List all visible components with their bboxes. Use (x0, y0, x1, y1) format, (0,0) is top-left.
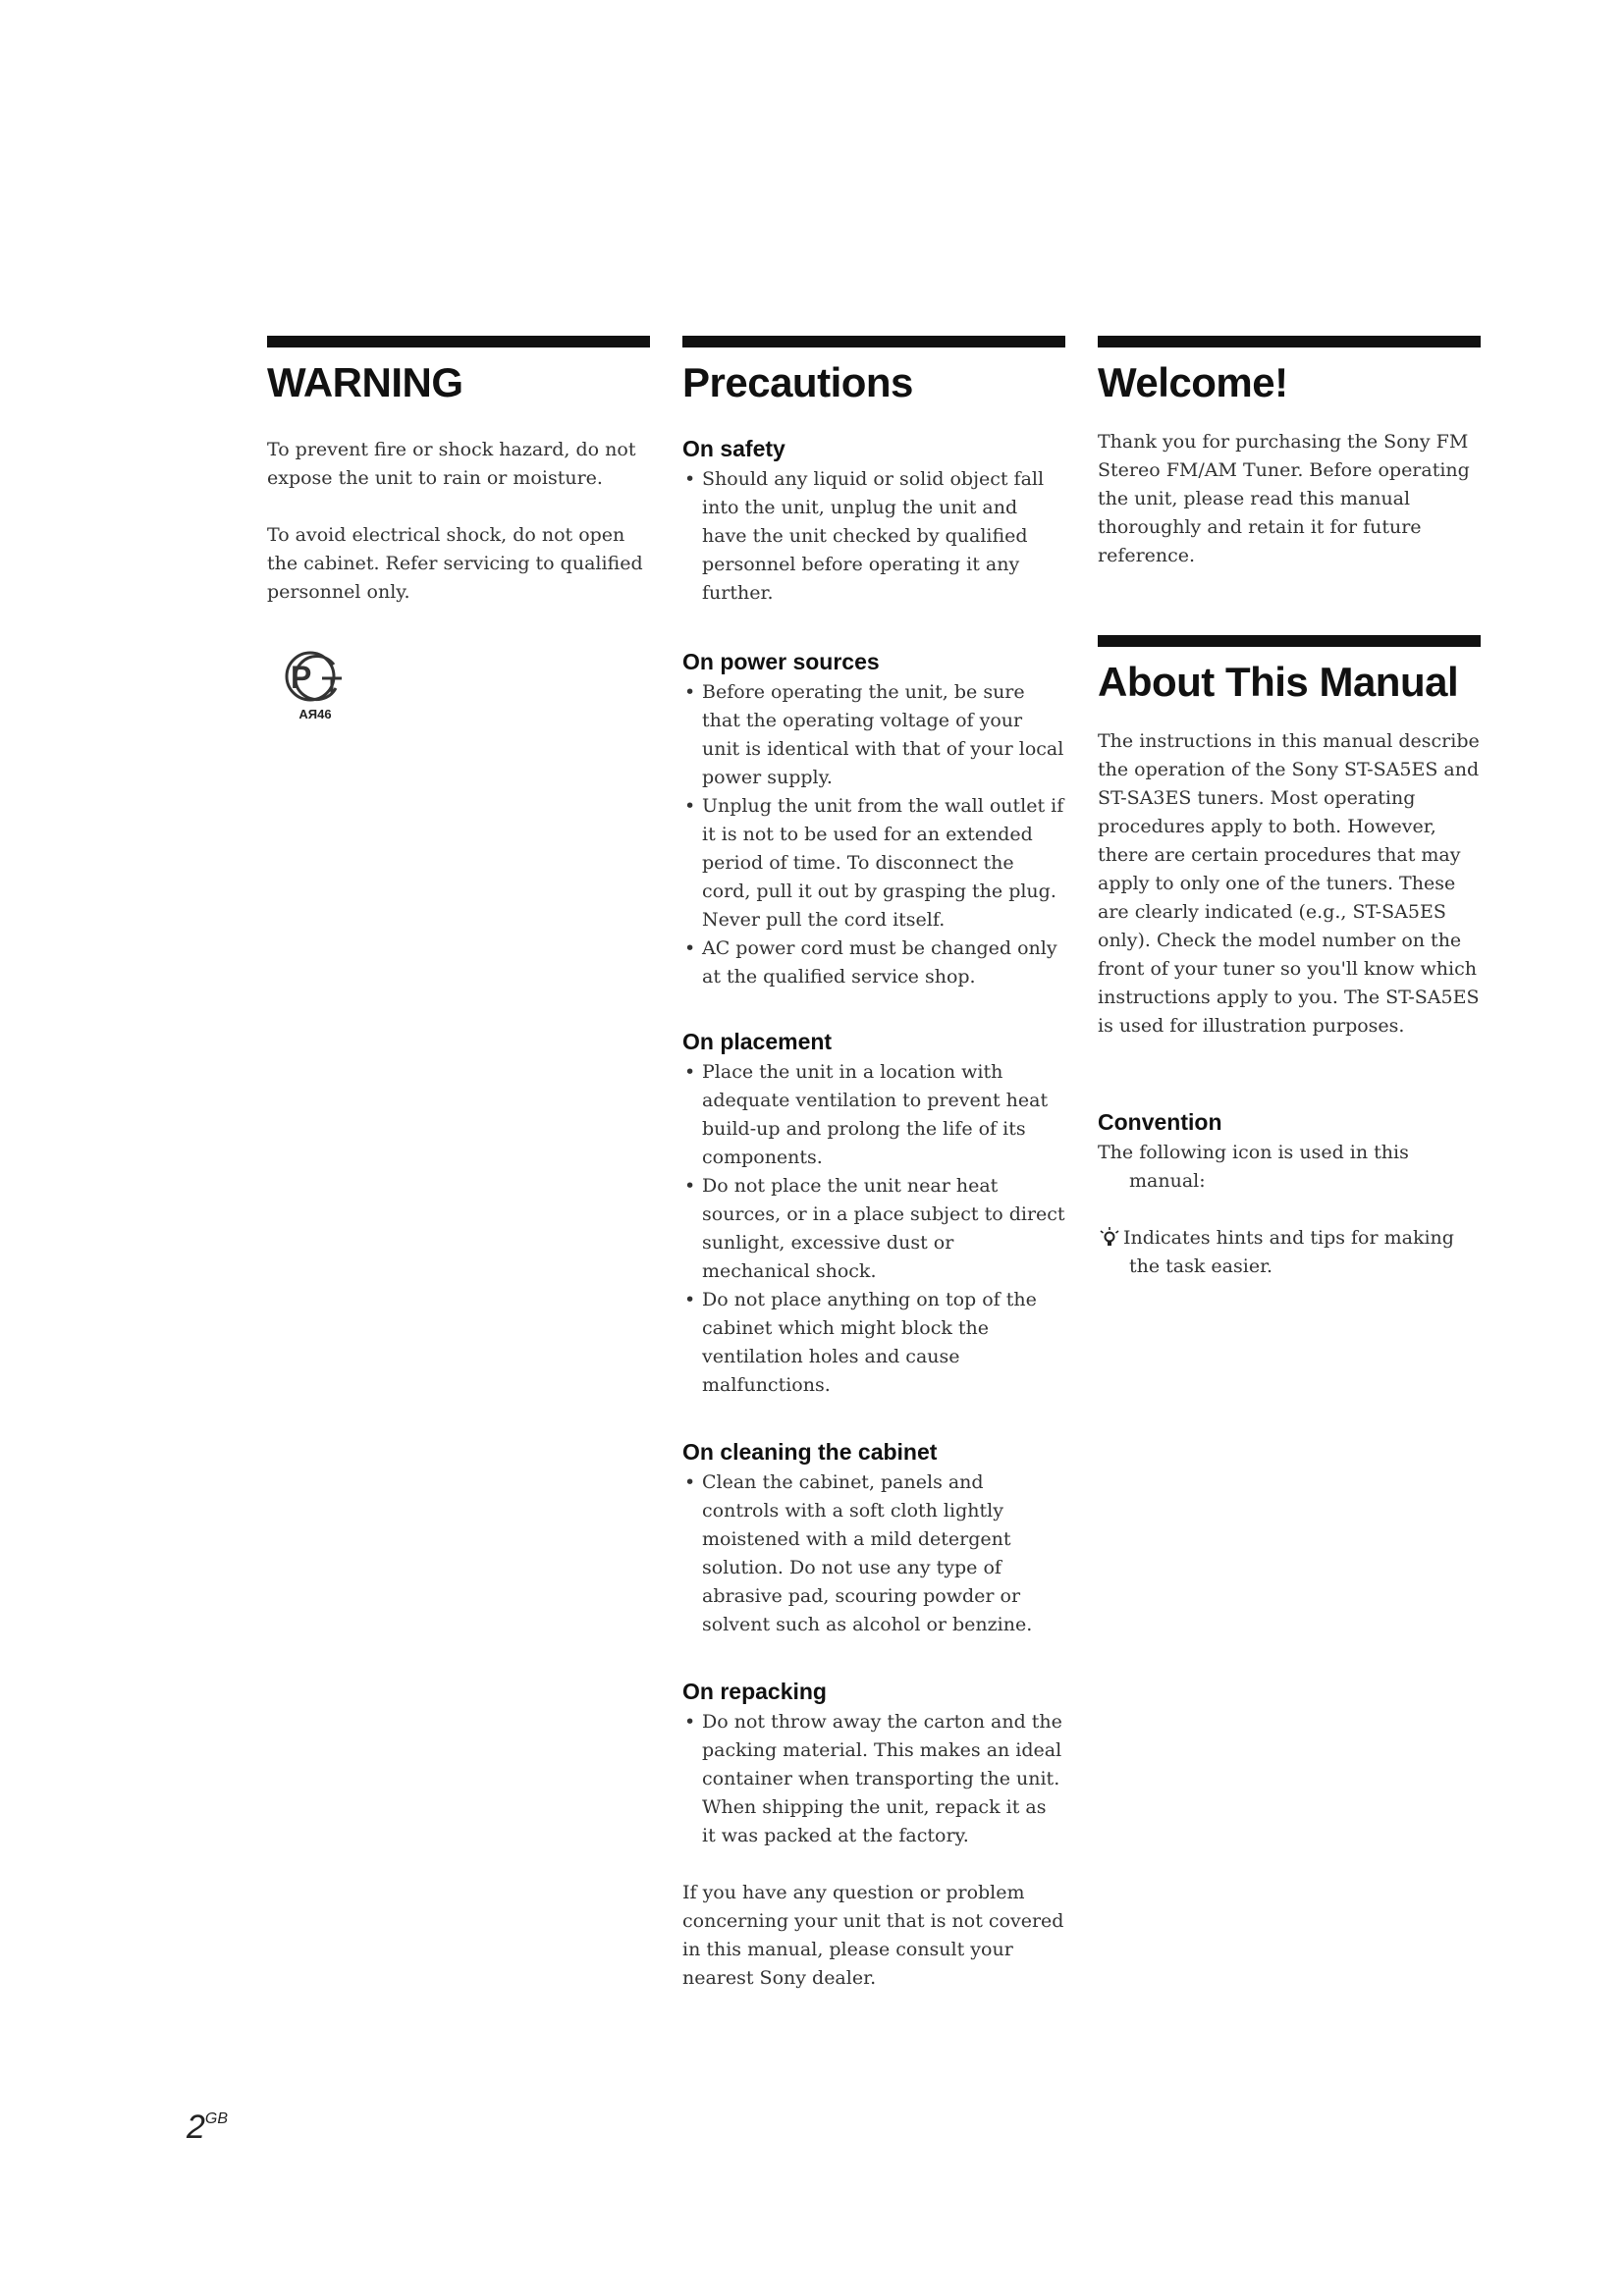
welcome-title: Welcome! (1098, 359, 1288, 405)
safety-list (682, 465, 1065, 608)
page-number (187, 2109, 228, 2147)
warning-title: WARNING (267, 359, 463, 405)
convention-heading: Convention (1098, 1109, 1222, 1135)
welcome-section (1098, 336, 1481, 1281)
list-item: • Clean the cabinet, panels and controls with a soft cloth lightly moistened with a mild detergent solution. Do not use any type of abrasive pad, scouring powder or solvent such as alcohol or benzine. (682, 1468, 1065, 1639)
safety-heading: On safety (682, 436, 785, 461)
list-item: • Do not throw away the carton and the packing material. This makes an ideal container when transporting the unit. When shipping the unit, repack it as it was packed at the factory. (682, 1708, 1065, 1850)
power-list (682, 678, 1065, 991)
section-rule (267, 336, 650, 347)
warning-text-2: To avoid electrical shock, do not open the cabinet. Refer servicing to qualified personnel only. (267, 524, 643, 603)
section-rule (1098, 336, 1481, 347)
tip-text: Indicates hints and tips for making the task easier. (1123, 1227, 1454, 1277)
list-item: • Should any liquid or solid object fall into the unit, unplug the unit and have the unit checked by qualified personnel before operating it any further. (682, 465, 1065, 608)
closing-text: If you have any question or problem concerning your unit that is not covered in this manual, please consult your nearest Sony dealer. (682, 1882, 1064, 1989)
precautions-title: Precautions (682, 359, 913, 405)
list-item: • Unplug the unit from the wall outlet if it is not to be used for an extended period of time. To disconnect the cord, pull it out by grasping the plug. Never pull the cord itself. (682, 792, 1065, 934)
section-rule (1098, 635, 1481, 647)
page-number-value: 2 (187, 2109, 205, 2146)
list-item: • Place the unit in a location with adequate ventilation to prevent heat build-up and prolong the life of its components. (682, 1058, 1065, 1172)
power-heading: On power sources (682, 649, 880, 674)
page-number-suffix: GB (204, 2110, 229, 2127)
list-item: • Before operating the unit, be sure that the operating voltage of your unit is identical with that of your local power supply. (682, 678, 1065, 792)
cleaning-list (682, 1468, 1065, 1639)
placement-list (682, 1058, 1065, 1400)
repacking-heading: On repacking (682, 1679, 827, 1704)
list-item: • Do not place anything on top of the cabinet which might block the ventilation holes and cause malfunctions. (682, 1286, 1065, 1400)
warning-text-1: To prevent fire or shock hazard, do not expose the unit to rain or moisture. (267, 439, 636, 489)
about-text: The instructions in this manual describe the operation of the Sony ST-SA5ES and ST-SA3ES tuners. Most operating procedures apply to both. However, there are certain procedures that may apply to only one of the tuners. These are clearly indicated (e.g., ST-SA5ES only). Check the model number on the front of your tuner so you'll know which instructions apply to you. The ST-SA5ES is used for illustration purposes. (1098, 730, 1480, 1037)
convention-text: The following icon is used in this manual: (1098, 1142, 1409, 1192)
precautions-section (682, 336, 1065, 1993)
section-rule (682, 336, 1065, 347)
about-title: About This Manual (1098, 659, 1459, 705)
warning-section (267, 336, 650, 607)
repacking-list (682, 1708, 1065, 1850)
list-item: • Do not place the unit near heat sources, or in a place subject to direct sunlight, excessive dust or mechanical shock. (682, 1172, 1065, 1286)
svg-text:P: P (291, 660, 312, 695)
logo-code: АЯ46 (298, 707, 332, 721)
cleaning-heading: On cleaning the cabinet (682, 1439, 938, 1465)
lightbulb-icon (1098, 1226, 1123, 1252)
welcome-text: Thank you for purchasing the Sony FM Stereo FM/AM Tuner. Before operating the unit, please read this manual thoroughly and retain it for future reference. (1098, 431, 1470, 566)
list-item: • AC power cord must be changed only at the qualified service shop. (682, 934, 1065, 991)
placement-heading: On placement (682, 1029, 833, 1054)
tip-row (1098, 1224, 1481, 1281)
